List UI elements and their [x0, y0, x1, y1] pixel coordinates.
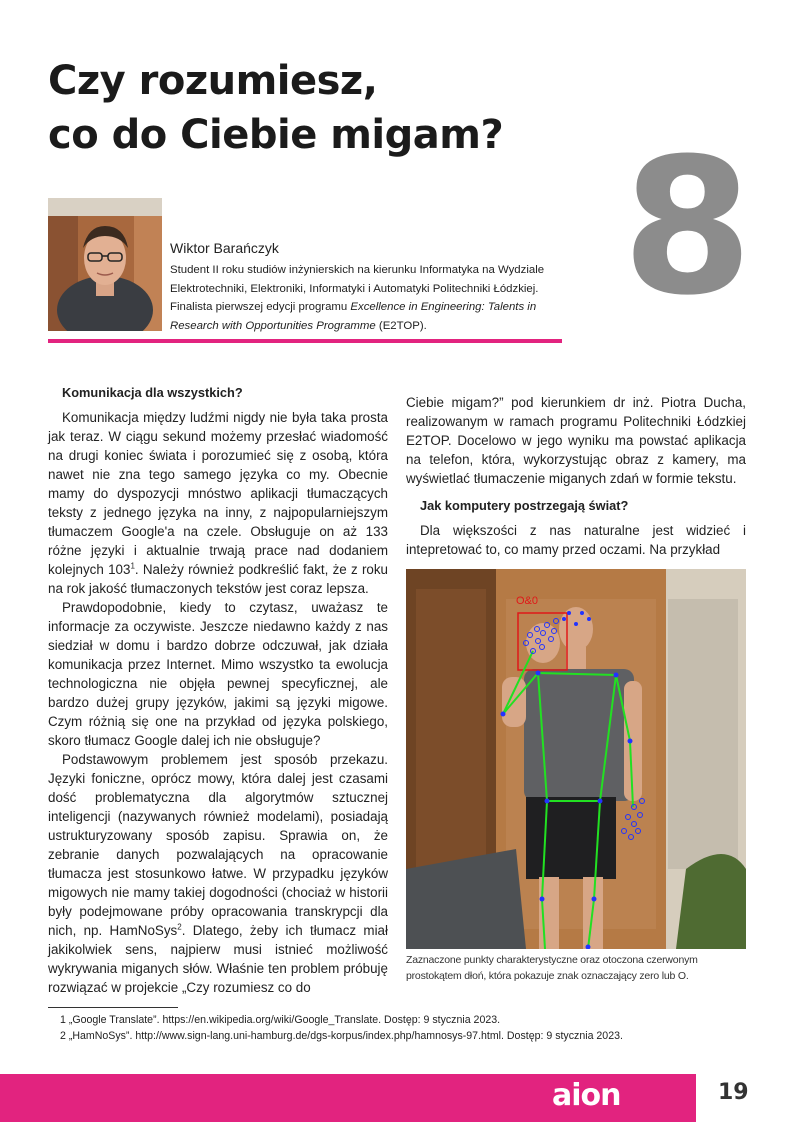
figure-pose-detection — [406, 569, 746, 949]
author-bio — [170, 261, 560, 335]
author-photo — [48, 198, 162, 331]
aion-logo: aion — [552, 1078, 621, 1113]
footnotes — [60, 1012, 623, 1044]
article-number: 8 — [622, 118, 753, 337]
author-bio-text: Student II roku studiów inżynierskich na kierunku Informatyka na Wydziale Elektrotechniki, Elektroniki, Informatyki i Automatyki Politechniki Łódzkiej. Finalista pierwszej edycji programu — [170, 264, 545, 313]
footnote-1: 1 „Google Translate”. https://en.wikipedia.org/wiki/Google_Translate. Dostęp: 9 stycznia 2023. — [60, 1014, 501, 1026]
article-column-right — [406, 393, 746, 559]
footnote-2: 2 „HamNoSys”. http://www.sign-lang.uni-hamburg.de/dgs-korpus/index.php/hamnosys-97.html. Dostęp: 9 stycznia 2023. — [60, 1030, 623, 1042]
program-name: Excellence in Engineering: Talents in Research with Opportunities Programme — [170, 301, 537, 332]
detection-label: O&0 — [516, 595, 539, 607]
author-divider — [48, 339, 562, 343]
section-heading-perception: Jak komputery postrzegają świat? — [420, 498, 629, 513]
author-name: Wiktor Barańczyk — [170, 240, 279, 256]
section-heading-communication: Komunikacja dla wszystkich? — [62, 385, 243, 400]
page-number: 19 — [718, 1080, 749, 1105]
figure-caption: Zaznaczone punkty charakterystyczne oraz otoczona czerwonym prostokątem dłoń, która pokazuje znak oznaczający zero lub O. — [406, 954, 698, 982]
paragraph-3: Podstawowym problemem jest sposób przekazu. Języki foniczne, oprócz mowy, która dalej jest czasami dość problematyczna dla algorytmów sztucznej inteligencji (nazywanych również modelami), posiadają ustrukturyzowany sposób zapisu. Sprawia on, że zebranie danych pozwalających na opracowanie tłumacza jest stosunkowo łatwe. W przypadku języków migowych nie mamy takiej dogodności (chociaż w historii były podejmowane próby opracowania transkrypcji dla nich, np. HamNoSys$^2$. Dlatego, żeby ich tłumacz miał jakikolwiek sens, najpierw musi istnieć możliwość wykrywania miganych słów. Właśnie ten problem próbuję rozwiązać w projekcie „Czy rozumiesz co do — [48, 752, 388, 995]
title-line-2: co do Ciebie migam? — [48, 112, 504, 158]
footnote-ref-2: 2 — [177, 922, 182, 932]
footnote-ref-1: 1 — [130, 561, 135, 571]
paragraph-1: Komunikacja między ludźmi nigdy nie była taka prosta jak teraz. W ciągu sekund możemy przesłać wiadomość na drugi koniec świata i porozumieć się z osobą, która nawet nie zna tego samego języka co my. Obecnie mamy do dyspozycji mnóstwo aplikacji tłumaczących teksty z jednego języka na inny, z najpopularniejszym tłumaczem Google'a na czele. Obsługuje on aż 133 różne języki i aktualnie trwają prace nad dodaniem kolejnych $103^1$. Należy również podkreślić fakt, że z roku na rok jakość tłumaczonych tekstów jest coraz lepsza. — [48, 410, 389, 596]
article-title — [48, 54, 503, 162]
paragraph-continued: Ciebie migam?” pod kierunkiem dr inż. Piotra Ducha, realizowanym w ramach programu Politechniki Łódzkiej E2TOP. Docelowo w jego wyniku ma powstać aplikacja na telefon, która, wykorzystując obraz z kamery, ma wyświetlać tłumaczenie miganych zdań w formie tekstu. — [406, 395, 746, 486]
footnote-divider — [48, 1007, 178, 1008]
paragraph-4: Dla większości z nas naturalne jest widzieć i intepretować to, co mamy przed oczami. Na przykład — [406, 523, 746, 557]
paragraph-2: Prawdopodobnie, kiedy to czytasz, uważasz te informacje za oczywiste. Jeszcze niedawno każdy z nas siedział w domu i bardzo dobrze odczuwał, jak działa komunikacja przez Internet. Mimo wszystko ta ewolucja technologiczna nie objęła pewnej specyficznej, ale bardzo dużej grupy języków, jakimi są języki migowe. Czym różnią się one na przykład od języka polskiego, skoro tłumacz Google dalej ich nie obsługuje? — [48, 600, 388, 748]
program-abbr: (E2TOP). — [375, 319, 427, 332]
article-column-left — [48, 383, 388, 997]
title-line-1: Czy rozumiesz, — [48, 58, 378, 104]
pose-detection-photo — [406, 569, 746, 949]
author-portrait-image — [48, 198, 162, 331]
